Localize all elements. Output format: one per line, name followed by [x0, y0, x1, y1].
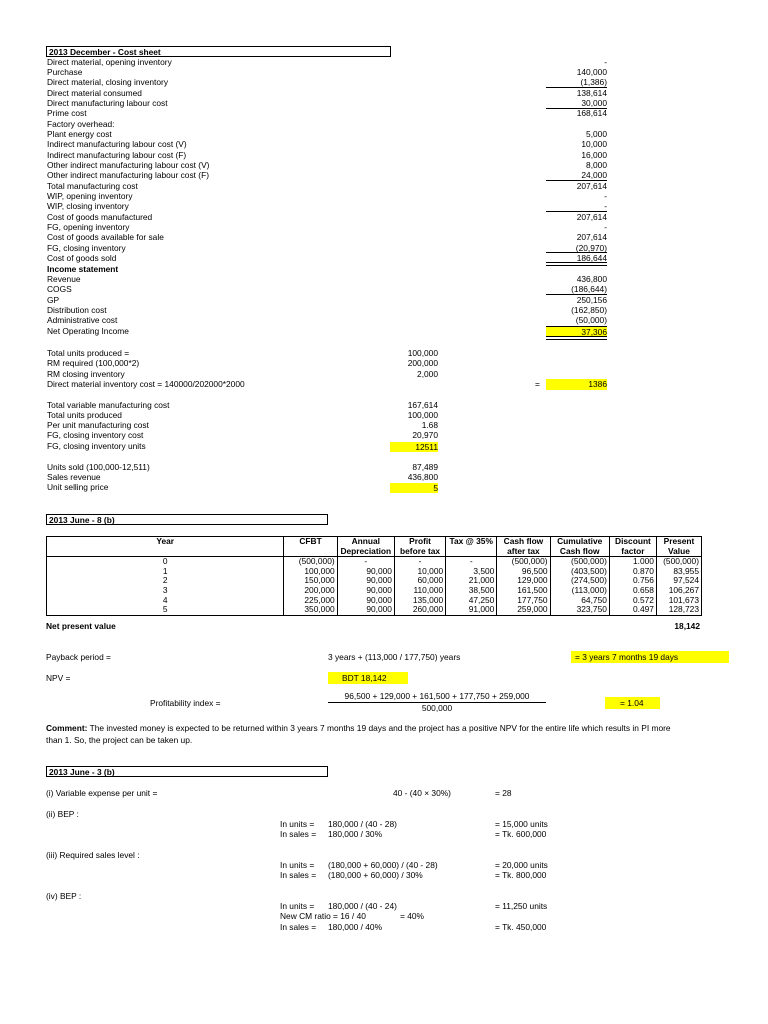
rule: [546, 87, 607, 88]
npv-cell: (500,000): [284, 557, 337, 567]
npv-cell: (274,500): [550, 576, 609, 586]
cost-row-value: 10,000: [581, 139, 607, 150]
net-present-value-label: Net present value: [46, 621, 116, 631]
working-label: Per unit manufacturing cost: [47, 420, 149, 431]
rule: [546, 294, 607, 295]
npv-cell: 5: [47, 605, 284, 615]
npv-header-cell: Present: [656, 537, 701, 547]
cost-row-value: 436,800: [576, 273, 607, 284]
npv-cell: 90,000: [337, 596, 394, 606]
new-cm-ratio-result: = 40%: [400, 911, 424, 921]
npv-cell: (500,000): [656, 557, 701, 567]
bep-sales-result: = Tk. 600,000: [495, 829, 547, 839]
cost-row-label: Distribution cost: [47, 304, 107, 315]
npv-section-title: 2013 June - 8 (b): [46, 514, 328, 525]
comment-line-1: [46, 724, 671, 732]
working-label: FG, closing inventory cost: [47, 430, 144, 441]
dm-inventory-result: 1386: [546, 379, 607, 390]
working-value: 200,000: [407, 358, 438, 369]
new-bep-units-result: = 11,250 units: [495, 901, 548, 911]
working-label: Unit selling price: [47, 482, 109, 493]
working-label: Total units produced =: [47, 348, 130, 358]
cost-row-value: 30,000: [581, 97, 607, 108]
npv-header-cell: after tax: [497, 547, 550, 557]
npv-header-row-bottom: [47, 547, 702, 557]
cost-row-value: (50,000): [575, 315, 607, 326]
npv-cell: 350,000: [284, 605, 337, 615]
new-bep-units-label: In units =: [280, 901, 315, 911]
cost-row-value: (20,970): [575, 242, 607, 253]
bep-sales-label: In sales =: [280, 829, 317, 839]
npv-cell: 10,000: [394, 567, 445, 577]
cost-row-label: Purchase: [47, 66, 83, 77]
cost-row-value: -: [604, 56, 607, 67]
npv-cell: 0.756: [609, 576, 656, 586]
cost-row-label: Other indirect manufacturing labour cost (F): [47, 170, 209, 181]
new-bep-sales-formula: 180,000 / 40%: [328, 922, 383, 932]
cost-row-value: (162,850): [571, 304, 607, 315]
pi-result: = 1.04: [605, 697, 660, 709]
npv-cell: 3: [47, 586, 284, 596]
working-value: 87,489: [412, 461, 438, 472]
payback-result: = 3 years 7 months 19 days: [571, 651, 729, 663]
npv-cell: 47,250: [446, 596, 497, 606]
cost-sheet-title: 2013 December - Cost sheet: [46, 46, 391, 57]
comment-text: The invested money is expected to be returned within 3 years 7 months 19 days and the project has a positive NPV for the entire life which results in PI more: [87, 723, 671, 733]
cost-row-value: (1,386): [580, 77, 607, 88]
net-present-value: 18,142: [674, 621, 700, 631]
variable-expense-label: (i) Variable expense per unit =: [46, 788, 158, 798]
npv-header-cell: Depreciation: [337, 547, 394, 557]
working-value: 20,970: [412, 430, 438, 441]
cost-row-value: -: [604, 191, 607, 202]
double-rule: [546, 262, 607, 266]
npv-header-cell: CFBT: [284, 537, 337, 547]
payback-formula: 3 years + (113,000 / 177,750) years: [328, 652, 461, 662]
cost-row-label: FG, opening inventory: [47, 222, 130, 233]
cost-row-label: Indirect manufacturing labour cost (V): [47, 139, 187, 150]
npv-cell: 1: [47, 567, 284, 577]
cost-row-label: Indirect manufacturing labour cost (F): [47, 149, 187, 160]
working-label: Total variable manufacturing cost: [47, 399, 170, 410]
bep-label: (ii) BEP :: [46, 809, 79, 819]
npv-header-cell: Year: [47, 537, 284, 547]
cost-row-value: 5,000: [586, 128, 607, 139]
cost-row-label: WIP, closing inventory: [47, 201, 129, 212]
rule: [546, 326, 607, 327]
npv-cell: -: [337, 557, 394, 567]
cost-row-value: 16,000: [581, 149, 607, 160]
double-rule: [546, 336, 607, 340]
working-value: 167,614: [407, 399, 438, 410]
required-sales-formula: (180,000 + 60,000) / 30%: [328, 870, 423, 880]
working-value: 436,800: [407, 471, 438, 482]
working-label: Units sold (100,000-12,511): [47, 461, 150, 472]
cost-row-value: 8,000: [586, 160, 607, 170]
cost-row-value: 24,000: [581, 170, 607, 181]
cost-row-label: Cost of goods available for sale: [47, 232, 164, 243]
pi-label: Profitability index =: [150, 698, 221, 708]
working-value: 100,000: [407, 348, 438, 358]
cost-row-label: WIP, opening inventory: [47, 191, 133, 202]
cost-row-label: Direct material, closing inventory: [47, 77, 169, 88]
npv-cell: 129,000: [497, 576, 550, 586]
npv-cell: 150,000: [284, 576, 337, 586]
npv-cell: 110,000: [394, 586, 445, 596]
npv-cell: 90,000: [337, 586, 394, 596]
cost-row-label: GP: [47, 294, 60, 305]
npv-cell: 106,267: [656, 586, 701, 596]
cost-row-value: 207,614: [576, 180, 607, 191]
npv-cell: 0.497: [609, 605, 656, 615]
npv-cell: -: [394, 557, 445, 567]
required-sales-result: = Tk. 800,000: [495, 870, 547, 880]
cost-row-label: Net Operating Income: [47, 325, 129, 336]
cost-row-value: -: [604, 201, 607, 212]
cost-row-label: Direct material consumed: [47, 87, 142, 98]
pi-numerator: 96,500 + 129,000 + 161,500 + 177,750 + 259,000: [344, 691, 530, 701]
pi-denominator: 500,000: [421, 703, 453, 713]
npv-cell: 100,000: [284, 567, 337, 577]
npv-cell: 60,000: [394, 576, 445, 586]
npv-cell: 128,723: [656, 605, 701, 615]
working-label: RM closing inventory: [47, 368, 125, 379]
npv-cell: -: [446, 557, 497, 567]
npv-cell: 90,000: [337, 567, 394, 577]
npv-cell: 2: [47, 576, 284, 586]
cost-row-label: COGS: [47, 284, 72, 295]
npv-cell: 260,000: [394, 605, 445, 615]
cost-row-label: Prime cost: [47, 108, 87, 119]
npv-cell: 323,750: [550, 605, 609, 615]
npv-cell: 259,000: [497, 605, 550, 615]
cost-row-value: 207,614: [576, 211, 607, 222]
cost-row-label: Direct material, opening inventory: [47, 56, 172, 67]
cost-row-label: Revenue: [47, 273, 81, 284]
working-label: Direct material inventory cost = 140000/202000*2000: [47, 378, 245, 389]
rule: [546, 108, 607, 109]
working-value: 1.68: [421, 420, 438, 431]
variable-expense-formula: 40 - (40 × 30%): [393, 788, 451, 798]
dm-equals: =: [535, 379, 540, 389]
payback-label: Payback period =: [46, 652, 111, 662]
npv-table-row: [47, 605, 702, 615]
npv-cell: 90,000: [337, 576, 394, 586]
new-bep-units-formula: 180,000 / (40 - 24): [328, 901, 397, 911]
cost-row-value: (186,644): [571, 284, 607, 295]
working-label: Sales revenue: [47, 471, 101, 482]
npv-header-cell: Cash flow: [497, 537, 550, 547]
npv-cell: 225,000: [284, 596, 337, 606]
cost-row-value: 186,644: [576, 253, 607, 264]
bep-sales-formula: 180,000 / 30%: [328, 829, 383, 839]
required-sales-label: (iii) Required sales level :: [46, 850, 140, 860]
npv-cell: 177,750: [497, 596, 550, 606]
cost-row-value: -: [604, 222, 607, 233]
working-label: RM required (100,000*2): [47, 358, 140, 369]
npv-cell: 91,000: [446, 605, 497, 615]
variable-expense-result: = 28: [495, 788, 512, 798]
npv-cell: (113,000): [550, 586, 609, 596]
cost-row-value: 168,614: [576, 108, 607, 119]
new-bep-sales-label: In sales =: [280, 922, 317, 932]
cost-row-value: 207,614: [576, 232, 607, 243]
npv-label: NPV =: [46, 673, 71, 683]
working-value: 12511: [390, 442, 438, 452]
npv-cell: 83,955: [656, 567, 701, 577]
npv-header-cell: Tax @ 35%: [446, 537, 497, 547]
npv-value: BDT 18,142: [328, 672, 408, 684]
npv-cell: 0.658: [609, 586, 656, 596]
cost-row-value: 37,306: [546, 327, 607, 337]
cost-row-label: FG, closing inventory: [47, 242, 126, 253]
cost-row-label: Cost of goods manufactured: [47, 211, 153, 222]
npv-cell: 101,673: [656, 596, 701, 606]
cost-row-value: 250,156: [576, 294, 607, 305]
new-bep-sales-result: = Tk. 450,000: [495, 922, 547, 932]
npv-header-cell: [47, 547, 284, 557]
rule: [546, 180, 607, 181]
bep-units-result: = 15,000 units: [495, 819, 548, 829]
npv-header-cell: Discount: [609, 537, 656, 547]
npv-cell: 1.000: [609, 557, 656, 567]
npv-cell: 21,000: [446, 576, 497, 586]
required-units-label: In units =: [280, 860, 315, 870]
cost-row-value: 140,000: [576, 66, 607, 77]
npv-header-cell: [284, 547, 337, 557]
bep-units-formula: 180,000 / (40 - 28): [328, 819, 397, 829]
cost-row-label: Administrative cost: [47, 315, 118, 326]
cost-row-label: Total manufacturing cost: [47, 180, 138, 191]
npv-cell: 200,000: [284, 586, 337, 596]
npv-cell: 64,750: [550, 596, 609, 606]
npv-cell: 38,500: [446, 586, 497, 596]
working-label: Total units produced: [47, 409, 122, 420]
working-value: 5: [390, 483, 438, 493]
working-value: 100,000: [407, 409, 438, 420]
cost-row-label: Factory overhead:: [47, 118, 115, 129]
npv-cell: 0.572: [609, 596, 656, 606]
rule: [546, 252, 607, 253]
npv-cell: 0: [47, 557, 284, 567]
npv-cell: 161,500: [497, 586, 550, 596]
npv-header-cell: Profit: [394, 537, 445, 547]
npv-cell: 3,500: [446, 567, 497, 577]
npv-cell: (500,000): [497, 557, 550, 567]
npv-cell: 0.870: [609, 567, 656, 577]
required-units-result: = 20,000 units: [495, 860, 548, 870]
npv-header-cell: Annual: [337, 537, 394, 547]
npv-cell: 4: [47, 596, 284, 606]
required-units-formula: (180,000 + 60,000) / (40 - 28): [328, 860, 438, 870]
npv-cell: 135,000: [394, 596, 445, 606]
cost-row-label: Cost of goods sold: [47, 253, 117, 264]
npv-cell: 96,500: [497, 567, 550, 577]
cost-row-label: Direct manufacturing labour cost: [47, 97, 168, 108]
bep-units-label: In units =: [280, 819, 315, 829]
rule: [546, 211, 607, 212]
cost-row-label: Plant energy cost: [47, 128, 112, 139]
cost-row-label: Other indirect manufacturing labour cost (V): [47, 160, 210, 170]
cost-row-label: Income statement: [47, 263, 119, 274]
comment-line-2: than 1. So, the project can be taken up.: [46, 735, 193, 745]
npv-header-cell: Value: [656, 547, 701, 557]
npv-cell: (403,500): [550, 567, 609, 577]
npv-cell: 97,524: [656, 576, 701, 586]
cost-row-value: 138,614: [576, 87, 607, 98]
new-bep-label: (iv) BEP :: [46, 891, 82, 901]
working-value: 2,000: [417, 368, 438, 379]
npv-header-cell: Cash flow: [550, 547, 609, 557]
npv-header-cell: factor: [609, 547, 656, 557]
working-label: FG, closing inventory units: [47, 440, 146, 451]
required-sales-in-sales-label: In sales =: [280, 870, 317, 880]
npv-header-cell: before tax: [394, 547, 445, 557]
npv-table: [46, 536, 702, 616]
cvp-section-title: 2013 June - 3 (b): [46, 766, 328, 777]
npv-header-cell: Cumulative: [550, 537, 609, 547]
comment-heading: Comment:: [46, 723, 88, 733]
npv-header-cell: [446, 547, 497, 557]
new-cm-ratio-label: New CM ratio = 16 / 40: [280, 911, 366, 921]
npv-cell: (500,000): [550, 557, 609, 567]
npv-cell: 90,000: [337, 605, 394, 615]
